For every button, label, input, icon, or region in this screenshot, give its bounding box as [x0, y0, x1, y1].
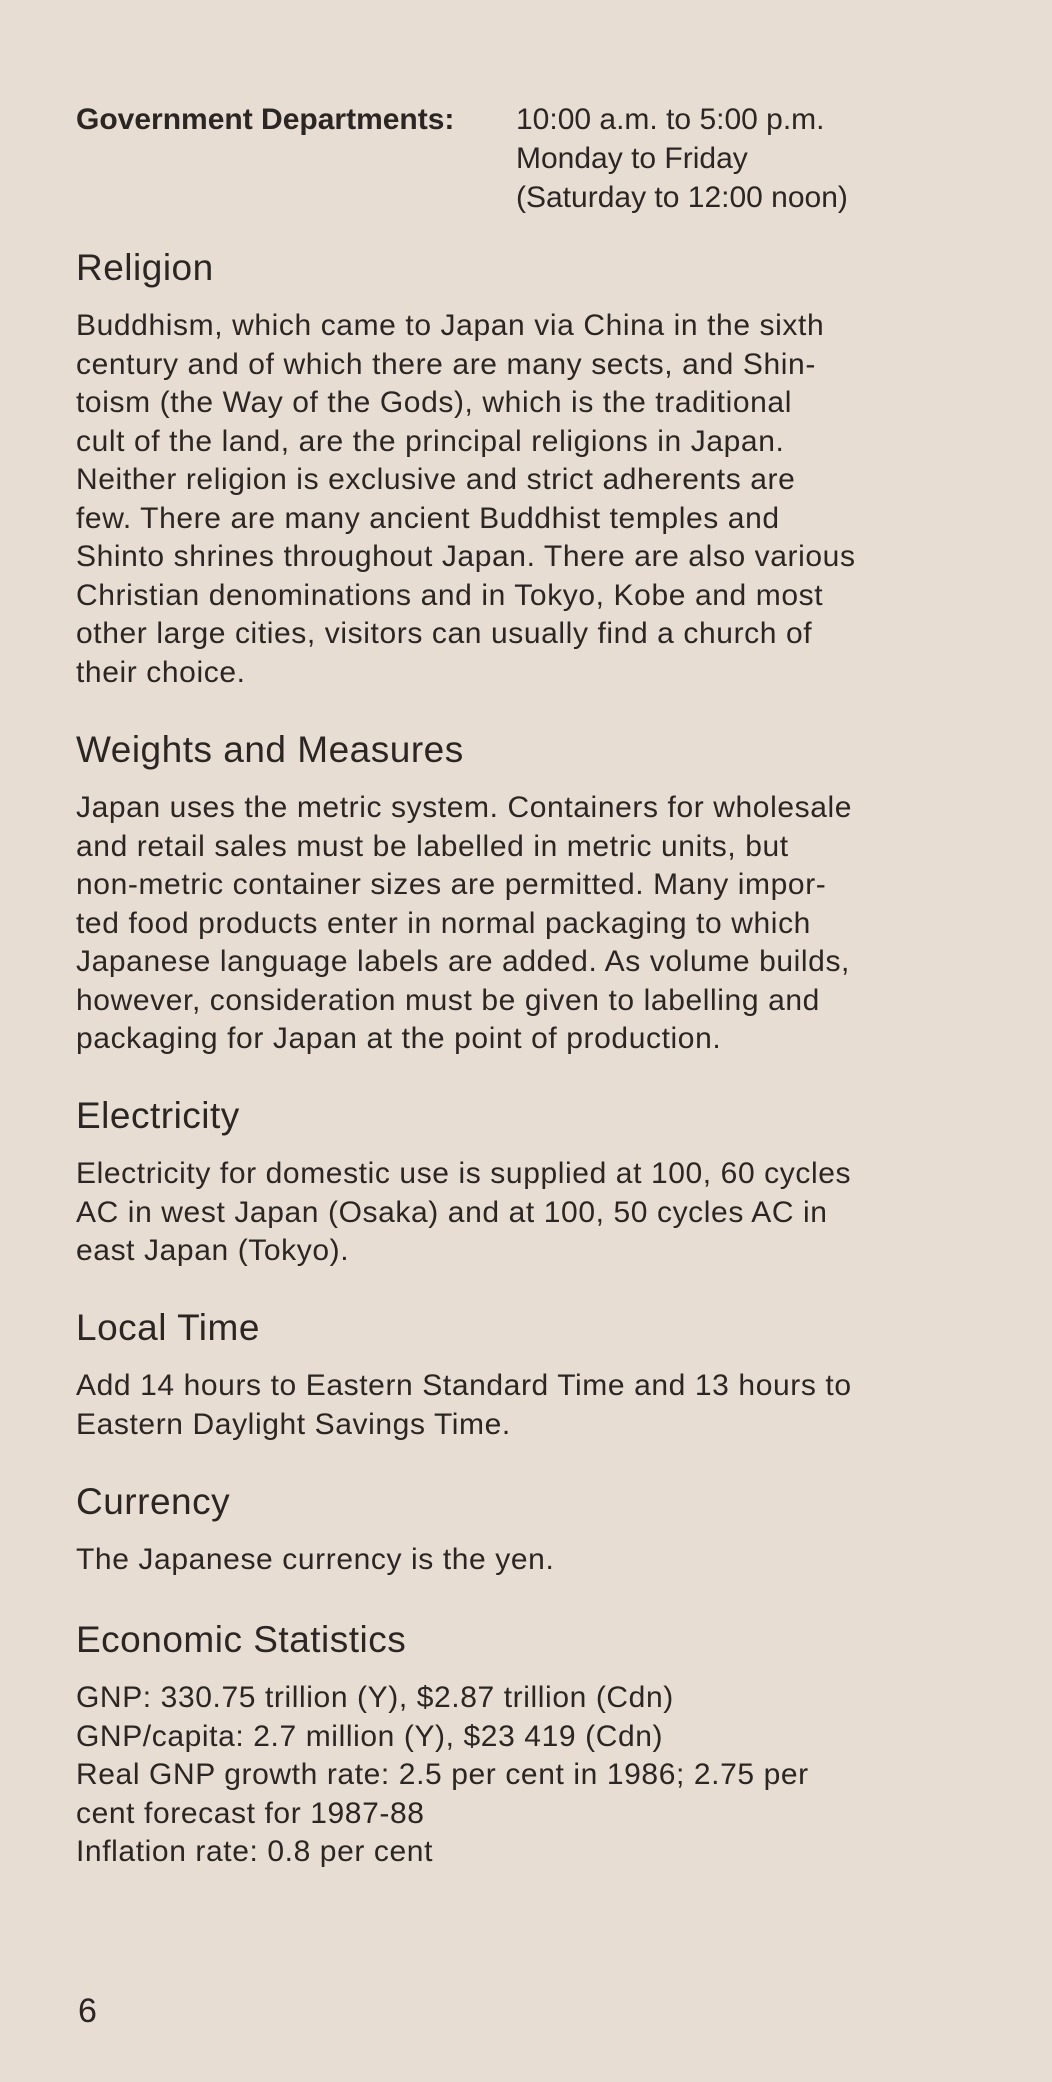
text-line: other large cities, visitors can usually find a church of: [76, 617, 813, 650]
text-line: Eastern Daylight Savings Time.: [76, 1407, 511, 1441]
local-time-section: [76, 1306, 1016, 1444]
text-line: and retail sales must be labelled in metric units, but: [76, 829, 789, 863]
government-hours-label: Government Departments:: [76, 103, 455, 136]
electricity-body: [76, 1155, 1016, 1271]
religion-section: [76, 246, 1016, 692]
text-line: toism (the Way of the Gods), which is the traditional: [76, 386, 792, 419]
economic-heading: Economic Statistics: [76, 1619, 407, 1660]
text-line: ted food products enter in normal packaging to which: [76, 906, 811, 940]
text-line: Christian denominations and in Tokyo, Kobe and most: [76, 578, 824, 612]
text-line: however, consideration must be given to labelling and: [76, 983, 820, 1017]
government-hours-times: [516, 100, 848, 217]
currency-body: [76, 1541, 1016, 1580]
text-line: century and of which there are many sects, and Shin-: [76, 347, 816, 381]
text-line: Japan uses the metric system. Containers for wholesale: [76, 791, 853, 824]
weights-body: [76, 789, 1016, 1059]
text-line: The Japanese currency is the yen.: [76, 1543, 555, 1576]
economic-section: [76, 1618, 1016, 1872]
religion-heading: Religion: [76, 247, 214, 288]
local-time-heading: Local Time: [76, 1307, 260, 1348]
text-line: Add 14 hours to Eastern Standard Time and 13 hours to: [76, 1369, 852, 1402]
page-number: 6: [78, 1992, 97, 2030]
text-line: their choice.: [76, 655, 246, 689]
hours-line: Monday to Friday: [516, 142, 748, 175]
text-line: packaging for Japan at the point of production.: [76, 1022, 722, 1055]
currency-heading: Currency: [76, 1481, 231, 1522]
text-line: Inflation rate: 0.8 per cent: [76, 1835, 434, 1868]
electricity-section: [76, 1094, 1016, 1271]
text-line: Japanese language labels are added. As volume builds,: [76, 945, 850, 978]
text-line: Buddhism, which came to Japan via China in the sixth: [76, 309, 825, 342]
electricity-heading: Electricity: [76, 1095, 240, 1136]
text-line: east Japan (Tokyo).: [76, 1234, 350, 1267]
religion-body: [76, 307, 1016, 692]
text-line: Neither religion is exclusive and strict adherents are: [76, 463, 796, 496]
text-line: GNP: 330.75 trillion (Y), $2.87 trillion (Cdn): [76, 1681, 674, 1714]
text-line: Shinto shrines throughout Japan. There are also various: [76, 540, 856, 573]
hours-line: 10:00 a.m. to 5:00 p.m.: [516, 103, 825, 136]
hours-line: (Saturday to 12:00 noon): [516, 181, 848, 214]
weights-heading: Weights and Measures: [76, 729, 464, 770]
economic-body: [76, 1679, 1016, 1872]
text-line: Electricity for domestic use is supplied at 100, 60 cycles: [76, 1157, 852, 1190]
text-line: cult of the land, are the principal religions in Japan.: [76, 424, 785, 458]
text-line: non-metric container sizes are permitted. Many impor-: [76, 868, 827, 901]
local-time-body: [76, 1367, 1016, 1444]
weights-section: [76, 728, 1016, 1059]
text-line: Real GNP growth rate: 2.5 per cent in 1986; 2.75 per: [76, 1758, 809, 1791]
text-line: few. There are many ancient Buddhist temples and: [76, 501, 780, 535]
currency-section: [76, 1480, 1016, 1580]
text-line: AC in west Japan (Osaka) and at 100, 50 cycles AC in: [76, 1195, 828, 1229]
text-line: cent forecast for 1987-88: [76, 1796, 425, 1830]
text-line: GNP/capita: 2.7 million (Y), $23 419 (Cdn): [76, 1719, 664, 1753]
